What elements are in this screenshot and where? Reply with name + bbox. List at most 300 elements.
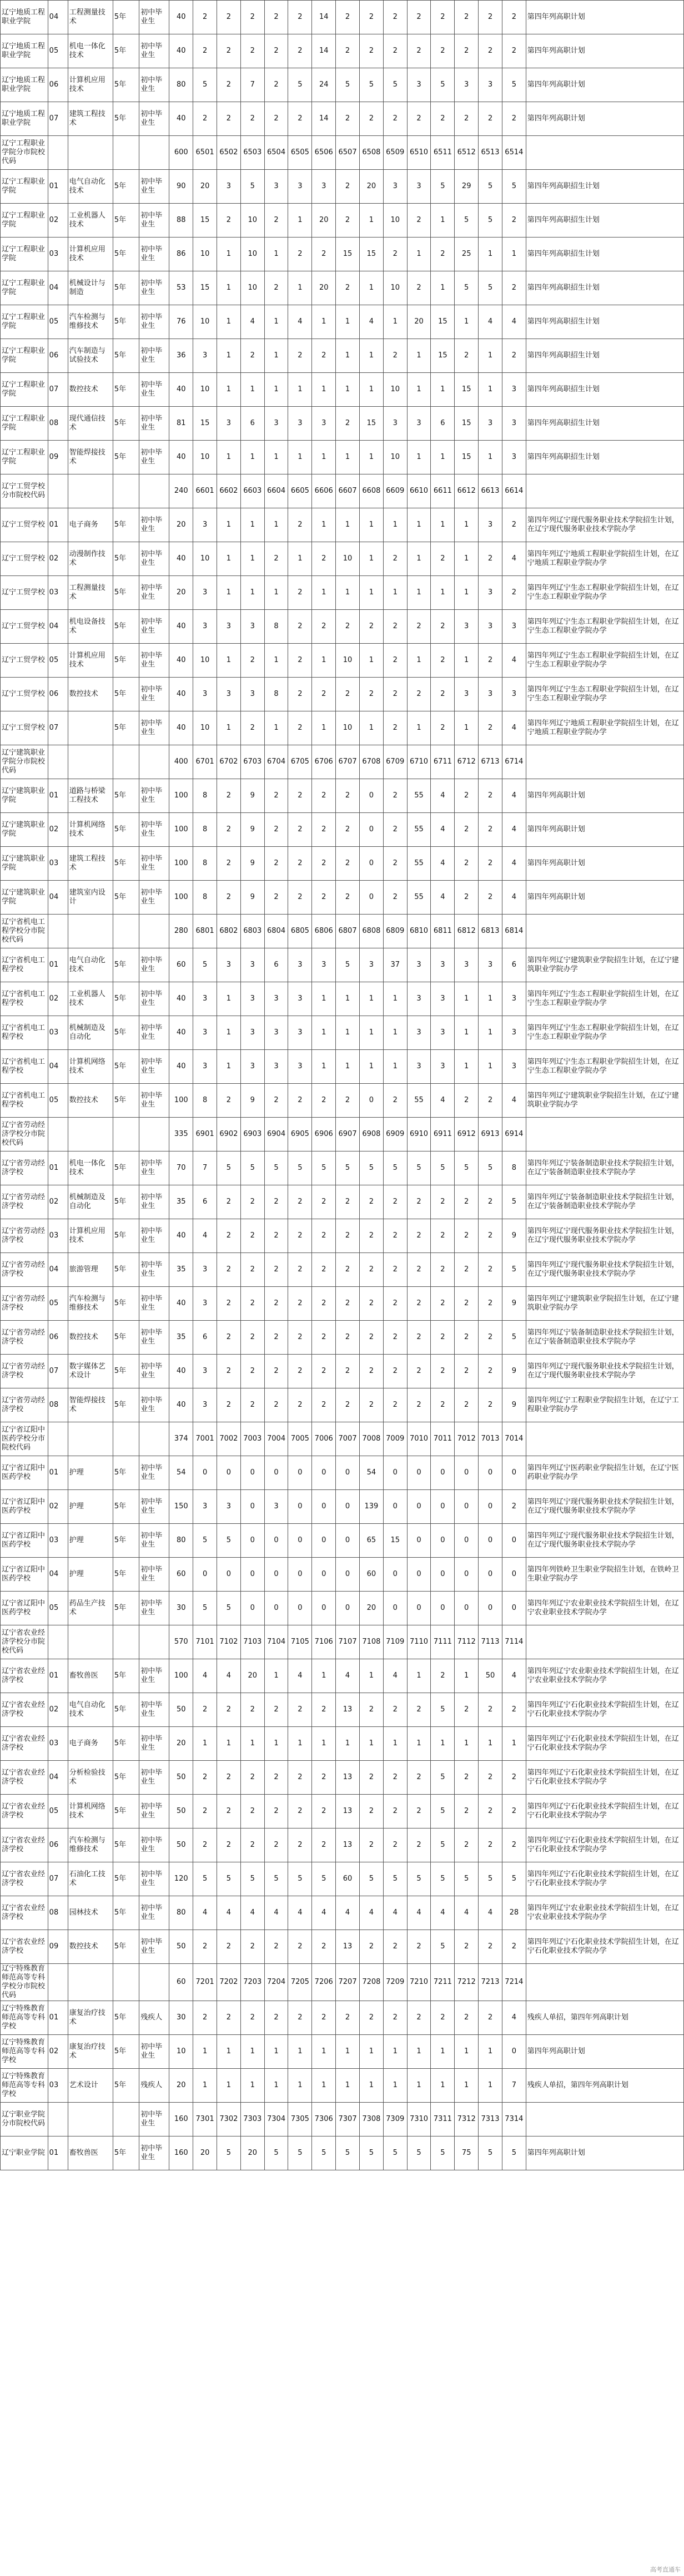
value-cell: 1 [217, 1727, 241, 1761]
table-row [1, 1219, 684, 1253]
value-cell: 40 [169, 441, 193, 474]
value-cell: 2 [240, 1321, 264, 1355]
value-cell: 2 [217, 1219, 241, 1253]
value-cell: 2 [502, 1795, 526, 1829]
school-cell: 辽宁省劳动经济学校 [1, 1355, 48, 1388]
value-cell: 5年 [113, 1795, 139, 1829]
value-cell: 2 [312, 1287, 336, 1321]
value-cell: 2 [359, 1321, 383, 1355]
value-cell: 5年 [113, 576, 139, 610]
value-cell: 7002 [217, 1422, 241, 1456]
value-cell: 1 [359, 1727, 383, 1761]
value-cell: 2 [455, 1795, 479, 1829]
value-cell: 6703 [240, 745, 264, 779]
value-cell: 2 [359, 1829, 383, 1862]
value-cell: 7311 [431, 2103, 455, 2136]
value-cell: 2 [264, 1321, 288, 1355]
value-cell: 初中毕业生 [139, 2103, 169, 2136]
value-cell: 4 [288, 1659, 312, 1693]
major-cell: 数控技术 [68, 373, 113, 407]
value-cell: 2 [312, 1219, 336, 1253]
value-cell: 5年 [113, 1930, 139, 1964]
major-cell: 现代通信技术 [68, 407, 113, 441]
remark-cell [526, 1422, 683, 1456]
value-cell: 4 [502, 1659, 526, 1693]
major-cell: 电子商务 [68, 508, 113, 542]
school-cell: 辽宁工贸学校 [1, 678, 48, 711]
value-cell: 09 [48, 1930, 68, 1964]
value-cell: 7109 [383, 1625, 407, 1659]
value-cell: 2 [288, 610, 312, 644]
value-cell: 2 [240, 339, 264, 373]
remark-cell: 第四年列辽宁石化职业技术学院招生计划，在辽宁石化职业技术学院办学 [526, 1693, 683, 1727]
value-cell: 04 [48, 1761, 68, 1795]
value-cell: 2 [264, 1219, 288, 1253]
value-cell: 6 [193, 1321, 217, 1355]
school-cell: 辽宁地质工程职业学院 [1, 102, 48, 136]
value-cell: 2 [240, 1, 264, 34]
major-cell: 数字媒体艺术设计 [68, 1355, 113, 1388]
value-cell: 150 [169, 1490, 193, 1524]
value-cell: 50 [479, 1659, 502, 1693]
table-row [1, 1558, 684, 1592]
value-cell: 3 [479, 576, 502, 610]
value-cell: 1 [407, 576, 431, 610]
value-cell: 1 [336, 373, 360, 407]
value-cell: 9 [502, 1219, 526, 1253]
remark-cell: 第四年列辽宁石化职业技术学院招生计划，在辽宁石化职业技术学院办学 [526, 1862, 683, 1896]
value-cell: 1 [383, 305, 407, 339]
remark-cell [526, 745, 683, 779]
value-cell: 1 [359, 711, 383, 745]
value-cell: 2 [359, 1761, 383, 1795]
value-cell: 1 [264, 2069, 288, 2103]
table-row [1, 576, 684, 610]
value-cell: 初中毕业生 [139, 881, 169, 915]
value-cell: 1 [217, 982, 241, 1016]
value-cell: 6601 [193, 474, 217, 508]
value-cell: 2 [479, 644, 502, 678]
value-cell: 5 [312, 2136, 336, 2170]
value-cell: 6609 [383, 474, 407, 508]
value-cell: 1 [217, 305, 241, 339]
value-cell: 1 [264, 576, 288, 610]
value-cell: 6911 [431, 1118, 455, 1151]
value-cell: 5 [502, 1185, 526, 1219]
remark-cell: 第四年列高职计划 [526, 2035, 683, 2069]
value-cell: 5 [431, 1151, 455, 1185]
school-cell: 辽宁省辽阳中医药学校分市院校代码 [1, 1422, 48, 1456]
value-cell: 20 [193, 170, 217, 204]
value-cell: 0 [336, 1456, 360, 1490]
table-row [1, 204, 684, 238]
table-row [1, 2035, 684, 2069]
value-cell: 5年 [113, 711, 139, 745]
value-cell: 0 [502, 1524, 526, 1558]
major-cell: 数控技术 [68, 678, 113, 711]
value-cell [113, 2103, 139, 2136]
value-cell [48, 1118, 68, 1151]
table-row [1, 271, 684, 305]
value-cell: 2 [336, 407, 360, 441]
value-cell: 6602 [217, 474, 241, 508]
value-cell: 2 [455, 1829, 479, 1862]
remark-cell: 第四年列高职招生计划 [526, 441, 683, 474]
value-cell: 2 [479, 779, 502, 813]
table-row [1, 102, 684, 136]
value-cell: 7110 [407, 1625, 431, 1659]
value-cell: 2 [479, 1761, 502, 1795]
value-cell: 55 [407, 813, 431, 847]
value-cell [48, 474, 68, 508]
value-cell: 03 [48, 1016, 68, 1050]
value-cell: 5 [479, 1862, 502, 1896]
value-cell: 2 [288, 508, 312, 542]
value-cell: 7106 [312, 1625, 336, 1659]
value-cell: 5年 [113, 271, 139, 305]
value-cell: 20 [169, 2069, 193, 2103]
value-cell: 初中毕业生 [139, 1930, 169, 1964]
value-cell: 3 [217, 678, 241, 711]
value-cell: 2 [431, 644, 455, 678]
table-row [1, 813, 684, 847]
table-row [1, 34, 684, 68]
school-cell: 辽宁工程职业学院 [1, 305, 48, 339]
value-cell: 7111 [431, 1625, 455, 1659]
table-body [1, 1, 684, 2170]
value-cell: 5年 [113, 1388, 139, 1422]
value-cell: 4 [502, 779, 526, 813]
value-cell: 2 [455, 1388, 479, 1422]
value-cell: 13 [336, 1795, 360, 1829]
value-cell: 2 [217, 1795, 241, 1829]
value-cell: 5 [431, 2136, 455, 2170]
value-cell: 2 [479, 813, 502, 847]
remark-cell: 第四年列辽宁农业职业技术学院招生计划，在辽宁农业职业技术学院办学 [526, 1659, 683, 1693]
school-cell: 辽宁职业学院分市院校代码 [1, 2103, 48, 2136]
school-cell: 辽宁特殊教育师范高等专科学校 [1, 2001, 48, 2035]
value-cell: 5 [336, 948, 360, 982]
value-cell: 2 [336, 170, 360, 204]
value-cell: 6906 [312, 1118, 336, 1151]
value-cell: 10 [193, 238, 217, 271]
value-cell: 1 [288, 441, 312, 474]
value-cell: 0 [312, 1592, 336, 1625]
value-cell: 10 [336, 542, 360, 576]
table-row [1, 508, 684, 542]
value-cell: 2 [264, 1795, 288, 1829]
value-cell: 54 [359, 1456, 383, 1490]
value-cell: 3 [288, 948, 312, 982]
value-cell: 2 [336, 813, 360, 847]
value-cell: 6804 [264, 915, 288, 948]
value-cell: 4 [502, 847, 526, 881]
major-cell: 数控技术 [68, 1321, 113, 1355]
value-cell: 5年 [113, 982, 139, 1016]
value-cell: 2 [383, 1795, 407, 1829]
value-cell: 7013 [479, 1422, 502, 1456]
value-cell: 3 [479, 610, 502, 644]
value-cell: 初中毕业生 [139, 339, 169, 373]
value-cell: 2 [455, 102, 479, 136]
value-cell: 0 [479, 1490, 502, 1524]
value-cell: 4 [359, 1896, 383, 1930]
value-cell [48, 136, 68, 170]
value-cell: 15 [431, 305, 455, 339]
value-cell: 2 [288, 1, 312, 34]
value-cell: 5年 [113, 1829, 139, 1862]
value-cell: 1 [217, 711, 241, 745]
value-cell [48, 745, 68, 779]
value-cell: 6904 [264, 1118, 288, 1151]
value-cell: 初中毕业生 [139, 1321, 169, 1355]
value-cell: 6811 [431, 915, 455, 948]
value-cell: 1 [359, 2035, 383, 2069]
value-cell: 初中毕业生 [139, 576, 169, 610]
value-cell: 04 [48, 1558, 68, 1592]
value-cell: 2 [502, 508, 526, 542]
value-cell: 5年 [113, 2069, 139, 2103]
value-cell: 1 [455, 508, 479, 542]
value-cell: 3 [502, 678, 526, 711]
remark-cell: 第四年列辽宁建筑职业学院招生计划，在辽宁建筑职业学院办学 [526, 948, 683, 982]
value-cell: 4 [479, 305, 502, 339]
school-cell: 辽宁建筑职业学院 [1, 779, 48, 813]
value-cell: 1 [264, 238, 288, 271]
major-cell [68, 2103, 113, 2136]
value-cell: 5年 [113, 508, 139, 542]
value-cell: 07 [48, 373, 68, 407]
value-cell: 2 [288, 2001, 312, 2035]
value-cell: 3 [193, 1355, 217, 1388]
value-cell: 1 [193, 2069, 217, 2103]
value-cell: 2 [217, 102, 241, 136]
value-cell: 初中毕业生 [139, 1050, 169, 1084]
value-cell: 5 [431, 68, 455, 102]
value-cell: 2 [431, 1321, 455, 1355]
value-cell: 2 [431, 238, 455, 271]
major-cell: 机电一体化技术 [68, 1151, 113, 1185]
value-cell: 0 [455, 1456, 479, 1490]
value-cell: 2 [336, 102, 360, 136]
value-cell: 3 [193, 1050, 217, 1084]
school-cell: 辽宁工程职业学院 [1, 170, 48, 204]
value-cell: 2 [502, 102, 526, 136]
value-cell: 6801 [193, 915, 217, 948]
value-cell: 1 [336, 2035, 360, 2069]
value-cell: 0 [455, 1524, 479, 1558]
value-cell: 4 [288, 1896, 312, 1930]
value-cell: 1 [479, 2035, 502, 2069]
value-cell: 6 [502, 948, 526, 982]
value-cell: 5年 [113, 644, 139, 678]
value-cell: 2 [407, 1, 431, 34]
value-cell: 6606 [312, 474, 336, 508]
value-cell: 0 [359, 779, 383, 813]
major-cell [68, 915, 113, 948]
value-cell: 7214 [502, 1964, 526, 2001]
value-cell: 3 [288, 170, 312, 204]
value-cell: 3 [502, 982, 526, 1016]
value-cell: 1 [479, 238, 502, 271]
value-cell: 50 [169, 1930, 193, 1964]
major-cell: 计算机网络技术 [68, 1050, 113, 1084]
value-cell: 初中毕业生 [139, 204, 169, 238]
value-cell: 40 [169, 678, 193, 711]
value-cell: 2 [288, 34, 312, 68]
major-cell: 机械制造及自动化 [68, 1016, 113, 1050]
table-row [1, 2103, 684, 2136]
value-cell: 0 [502, 1558, 526, 1592]
value-cell: 2 [217, 1930, 241, 1964]
value-cell: 5年 [113, 1592, 139, 1625]
value-cell: 06 [48, 678, 68, 711]
value-cell: 2 [193, 1693, 217, 1727]
value-cell: 03 [48, 2069, 68, 2103]
value-cell: 6512 [455, 136, 479, 170]
value-cell: 40 [169, 542, 193, 576]
value-cell: 36 [169, 339, 193, 373]
value-cell: 2 [217, 204, 241, 238]
value-cell: 6709 [383, 745, 407, 779]
value-cell: 3 [288, 982, 312, 1016]
value-cell: 1 [455, 1016, 479, 1050]
value-cell: 2 [383, 339, 407, 373]
value-cell: 2 [264, 204, 288, 238]
value-cell: 40 [169, 102, 193, 136]
value-cell: 0 [312, 1490, 336, 1524]
value-cell: 1 [359, 1050, 383, 1084]
value-cell: 7107 [336, 1625, 360, 1659]
value-cell: 2 [502, 1930, 526, 1964]
value-cell: 7306 [312, 2103, 336, 2136]
value-cell: 1 [312, 711, 336, 745]
value-cell: 2 [312, 1829, 336, 1862]
value-cell: 13 [336, 1930, 360, 1964]
remark-cell [526, 1964, 683, 2001]
value-cell: 2 [502, 1829, 526, 1862]
value-cell: 5 [217, 1151, 241, 1185]
value-cell: 6902 [217, 1118, 241, 1151]
value-cell: 2 [431, 542, 455, 576]
value-cell: 0 [383, 1592, 407, 1625]
table-row [1, 1964, 684, 2001]
value-cell: 6508 [359, 136, 383, 170]
value-cell: 7108 [359, 1625, 383, 1659]
remark-cell: 第四年列高职计划 [526, 34, 683, 68]
value-cell: 7205 [288, 1964, 312, 2001]
table-row [1, 68, 684, 102]
value-cell: 2 [288, 339, 312, 373]
value-cell: 40 [169, 34, 193, 68]
value-cell: 初中毕业生 [139, 305, 169, 339]
value-cell: 2 [312, 1761, 336, 1795]
table-row [1, 1761, 684, 1795]
value-cell: 60 [169, 948, 193, 982]
value-cell: 1 [240, 2035, 264, 2069]
value-cell: 2 [383, 779, 407, 813]
value-cell: 6704 [264, 745, 288, 779]
value-cell: 初中毕业生 [139, 847, 169, 881]
value-cell: 初中毕业生 [139, 1185, 169, 1219]
value-cell [113, 745, 139, 779]
value-cell: 1 [479, 2069, 502, 2103]
value-cell: 初中毕业生 [139, 2136, 169, 2170]
value-cell: 7003 [240, 1422, 264, 1456]
value-cell: 7006 [312, 1422, 336, 1456]
value-cell: 初中毕业生 [139, 1388, 169, 1422]
value-cell: 13 [336, 1829, 360, 1862]
value-cell: 3 [502, 1050, 526, 1084]
value-cell: 1 [479, 373, 502, 407]
value-cell: 9 [502, 1388, 526, 1422]
value-cell: 初中毕业生 [139, 102, 169, 136]
value-cell: 2 [240, 1219, 264, 1253]
table-row [1, 1896, 684, 1930]
value-cell: 2 [359, 2001, 383, 2035]
remark-cell: 第四年列高职招生计划 [526, 204, 683, 238]
value-cell: 5 [431, 1862, 455, 1896]
table-row [1, 711, 684, 745]
major-cell: 智能焊接技术 [68, 1388, 113, 1422]
value-cell: 2 [407, 1761, 431, 1795]
value-cell: 5 [383, 1862, 407, 1896]
value-cell: 2 [288, 1388, 312, 1422]
value-cell: 3 [193, 678, 217, 711]
value-cell: 1 [407, 238, 431, 271]
value-cell: 1 [383, 1727, 407, 1761]
value-cell: 2 [264, 1355, 288, 1388]
value-cell: 3 [240, 1016, 264, 1050]
value-cell: 6501 [193, 136, 217, 170]
value-cell: 1 [407, 1727, 431, 1761]
value-cell: 15 [193, 204, 217, 238]
table-row [1, 1321, 684, 1355]
value-cell: 5 [217, 1862, 241, 1896]
value-cell: 25 [455, 238, 479, 271]
remark-cell: 第四年列辽宁装备制造职业技术学院招生计划，在辽宁装备制造职业技术学院办学 [526, 1151, 683, 1185]
value-cell: 初中毕业生 [139, 1287, 169, 1321]
value-cell [139, 474, 169, 508]
value-cell: 3 [431, 982, 455, 1016]
value-cell: 1 [359, 508, 383, 542]
major-cell: 康复治疗技术 [68, 2035, 113, 2069]
value-cell: 2 [240, 1185, 264, 1219]
major-cell: 汽车检测与维修技术 [68, 1829, 113, 1862]
value-cell: 3 [312, 170, 336, 204]
value-cell: 1 [312, 508, 336, 542]
value-cell: 4 [431, 813, 455, 847]
value-cell: 100 [169, 847, 193, 881]
value-cell: 初中毕业生 [139, 68, 169, 102]
value-cell: 2 [264, 779, 288, 813]
value-cell: 6907 [336, 1118, 360, 1151]
value-cell: 0 [240, 1592, 264, 1625]
value-cell: 2 [407, 1355, 431, 1388]
value-cell: 1 [336, 508, 360, 542]
value-cell: 3 [479, 678, 502, 711]
value-cell: 初中毕业生 [139, 508, 169, 542]
school-cell: 辽宁省劳动经济学校分市院校代码 [1, 1118, 48, 1151]
value-cell: 1 [336, 576, 360, 610]
value-cell: 1 [359, 441, 383, 474]
value-cell: 2 [336, 847, 360, 881]
value-cell: 2 [479, 1693, 502, 1727]
value-cell: 5 [240, 170, 264, 204]
value-cell: 4 [502, 305, 526, 339]
value-cell: 2 [288, 1185, 312, 1219]
value-cell: 07 [48, 102, 68, 136]
